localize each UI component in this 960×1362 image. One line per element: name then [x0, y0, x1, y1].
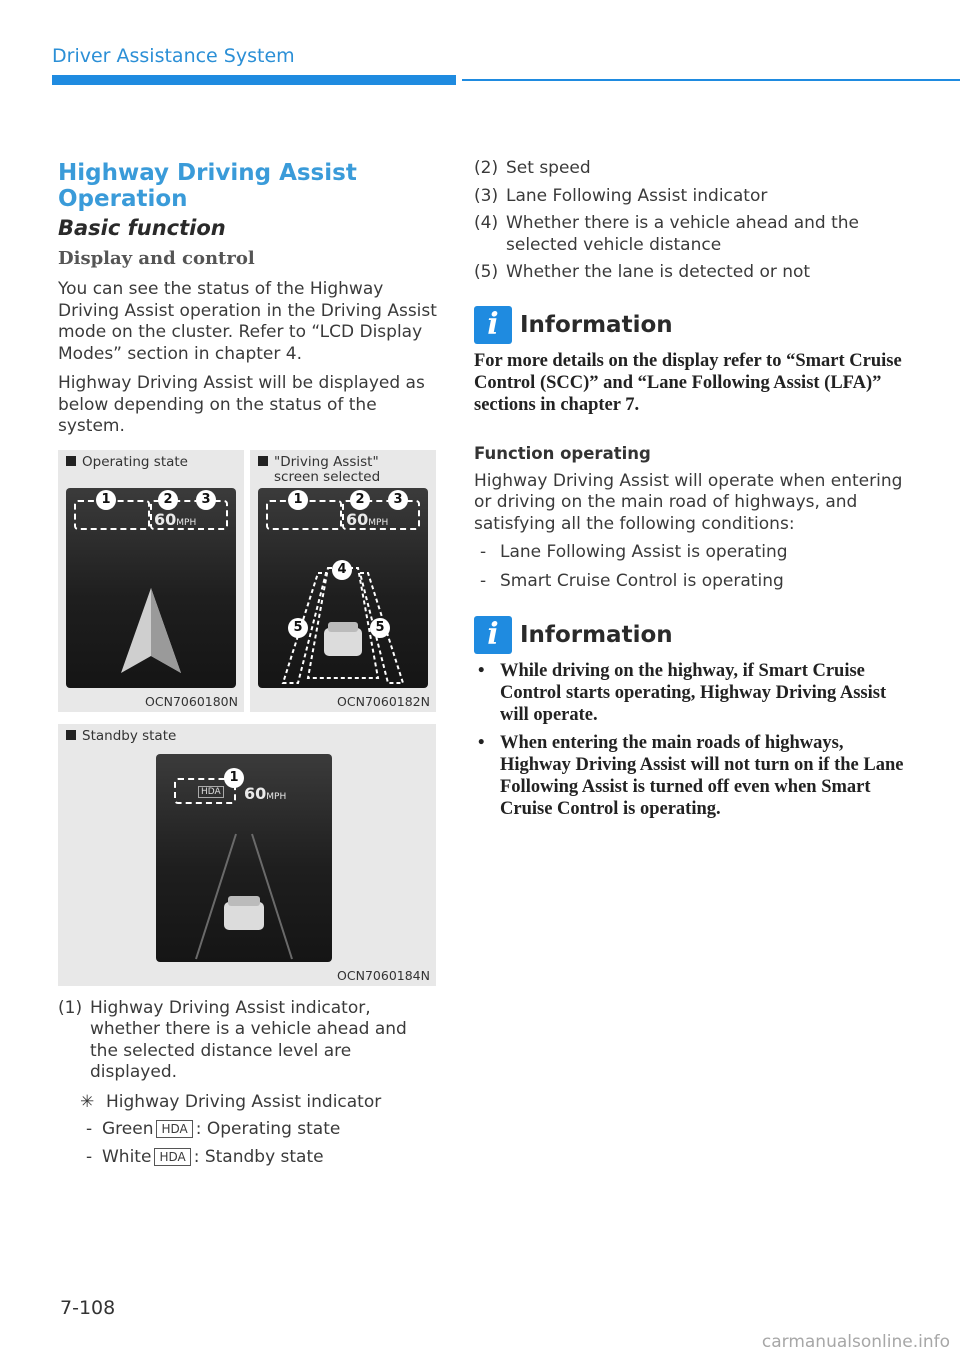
information-header [474, 306, 914, 344]
condition-item: - Lane Following Assist is operating [480, 542, 788, 562]
callout-badge: 1 [96, 490, 116, 510]
set-speed: 60MPH [346, 509, 389, 529]
hda-badge: HDA [156, 1120, 192, 1138]
list-item: (4) Whether there is a vehicle ahead and the selected vehicle distance [474, 213, 860, 255]
list-item: (3) Lane Following Assist indicator [474, 185, 768, 206]
header-title: Driver Assistance System [52, 45, 295, 67]
numbered-list [58, 998, 438, 1084]
figure-code: OCN7060182N [337, 693, 430, 709]
cluster-screen [258, 488, 428, 688]
list-item: (1) Highway Driving Assist indicator, whether there is a vehicle ahead and the selected distance level are displayed. [58, 997, 407, 1082]
figure-label: "Driving Assist" screen selected [258, 455, 380, 485]
figure-driving-assist-screen [250, 450, 436, 712]
square-bullet-icon [66, 730, 76, 740]
asterisk-icon: ✳ [80, 1091, 95, 1112]
callout-badge: 5 [370, 618, 390, 638]
list-item: (5) Whether the lane is detected or not [474, 262, 811, 282]
figure-row [58, 450, 438, 712]
condition-item: - Smart Cruise Control is operating [480, 570, 784, 591]
callout-badge: 3 [196, 490, 216, 510]
set-speed: 60MPH [244, 783, 287, 803]
square-bullet-icon [66, 456, 76, 466]
callout-badge: 2 [350, 490, 370, 510]
paragraph-display: Highway Driving Assist will be displayed as below depending on the status of the system. [58, 373, 425, 436]
figure-standby-state [58, 724, 436, 986]
figure-code: OCN7060184N [337, 967, 430, 983]
callout-badge: 1 [224, 768, 244, 788]
callout-badge: 1 [288, 490, 308, 510]
square-bullet-icon [258, 456, 268, 466]
information-bullet: • While driving on the highway, if Smart Cruise Control starts operating, Highway Driving Assist will operate. [478, 661, 887, 725]
figure-label: Standby state [66, 729, 176, 744]
hda-indicator: HDA [198, 786, 224, 798]
header-rule [462, 79, 960, 81]
function-operating-title: Function operating [474, 443, 651, 463]
information-header [474, 616, 914, 654]
list-item: (2) Set speed [474, 158, 591, 178]
watermark: carmanualsonline.info [761, 1332, 950, 1352]
callout-badge: 2 [158, 490, 178, 510]
callout-badge: 3 [388, 490, 408, 510]
indicator-item-white: - White HDA : Standby state [86, 1146, 324, 1167]
right-column [474, 158, 914, 820]
indicator-item-green: - Green HDA : Operating state [86, 1119, 341, 1139]
lane-graphic [156, 754, 332, 962]
cluster-screen [156, 754, 332, 962]
callout-badge: 5 [288, 618, 308, 638]
information-bullet: • When entering the main roads of highways, Highway Driving Assist will not turn on if the Lane Following Assist is turned off even when Smart Cruise Control is operating. [478, 733, 904, 819]
callout-badge: 4 [332, 560, 352, 580]
figure-code: OCN7060180N [145, 693, 238, 709]
section-title-line1: Highway Driving Assist [58, 160, 357, 186]
function-operating-paragraph: Highway Driving Assist will operate when entering or driving on the main road of highways, and satisfying all the following conditions: [474, 470, 903, 534]
subsubtitle: Display and control [58, 248, 255, 269]
hda-badge: HDA [154, 1148, 190, 1166]
subtitle: Basic function [58, 216, 226, 240]
section-title [58, 160, 438, 212]
figure-operating-state [58, 450, 244, 712]
section-title-line2: Operation [58, 186, 188, 212]
page-number: 7-108 [60, 1297, 116, 1319]
set-speed: 60MPH [154, 509, 197, 529]
paragraph-status: You can see the status of the Highway Driving Assist operation in the Driving Assist mode on the cluster. Refer to “LCD Display Modes” section in chapter 4. [58, 279, 437, 364]
information-icon: i [474, 306, 512, 344]
header-bar [52, 75, 456, 85]
left-column [58, 160, 438, 1168]
information-body: For more details on the display refer to “Smart Cruise Control (SCC)” and “Lane Following Assist (LFA)” sections in chapter 7. [474, 350, 902, 415]
road-arrow-icon [66, 488, 236, 688]
information-icon: i [474, 616, 512, 654]
indicator-note: ✳ Highway Driving Assist indicator [80, 1091, 382, 1112]
figure-label: Operating state [66, 455, 188, 470]
information-title: Information [520, 311, 673, 338]
information-title: Information [520, 622, 673, 648]
cluster-screen [66, 488, 236, 688]
lane-graphic [258, 488, 428, 688]
